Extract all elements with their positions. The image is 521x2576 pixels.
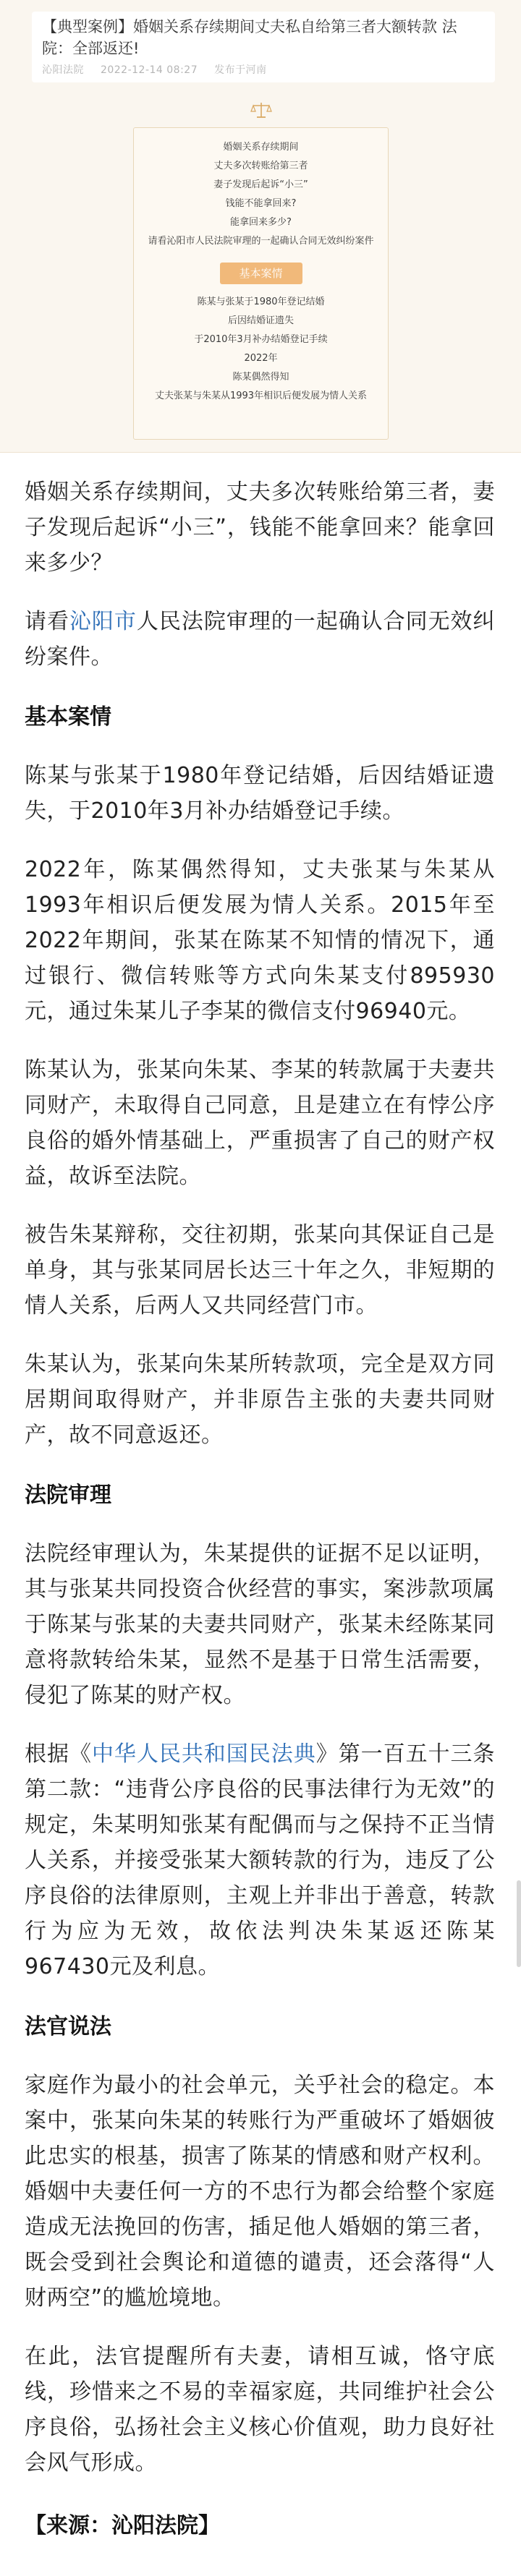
city-link[interactable]: 沁阳市 (69, 609, 137, 634)
paragraph: 朱某认为，张某向朱某所转款项，完全是双方同居期间取得财产，并非原告主张的夫妻共同财产，故不同意返还。 (25, 1352, 495, 1448)
hero-intro-line: 能拿回来多少? (230, 217, 292, 228)
paragraph: 陈某认为，张某向朱某、李某的转款属于夫妻共同财产，未取得自己同意，且是建立在有悖公序良俗的婚外情基础上，严重损害了自己的财产权益，故诉至法院。 (25, 1057, 495, 1189)
paragraph: 家庭作为最小的社会单元，关乎社会的稳定。本案中，张某向朱某的转账行为严重破坏了婚姻彼此忠实的根基，损害了陈某的情感和财产权利。婚姻中夫妻任何一方的不忠行为都会给整个家庭造成无法挽回的伤害，插足他人婚姻的第三者，既会受到社会舆论和道德的谴责，还会落得“人财两空”的尴尬境地。 (25, 2073, 495, 2311)
paragraph: 在此，法官提醒所有夫妻，请相互诚，恪守底线，珍惜来之不易的幸福家庭，共同维护社会公序良俗，弘扬社会主义核心价值观，助力良好社会风气形成。 (25, 2344, 495, 2475)
section-title-case: 基本案情 (25, 704, 111, 730)
hero-intro-line: 妻子发现后起诉“小三” (213, 179, 308, 190)
hero-case-line: 丈夫张某与朱某从1993年相识后便发展为情人关系 (154, 391, 368, 401)
hero-meta (42, 62, 485, 77)
scrollbar[interactable] (517, 1880, 521, 1967)
scales-icon (250, 101, 272, 120)
hero-city: 发布于河南 (214, 64, 267, 76)
lead-text: 人民法院审理的一起确认合同无效纠纷案件。 (25, 609, 496, 670)
law-text: 》第一百五十三条第二款：“违背公序良俗的民事法律行为无效”的规定，朱某明知张某有配偶而与之保持不正当情人关系，并接受张某大额转款的行为，违反了公序良俗的法律原则，主观上并非出于善意，转款行为应为无效，故依法判决朱某返还陈某967430元及利息。 (25, 1741, 496, 1979)
hero-intro-line: 丈夫多次转账给第三者 (213, 161, 308, 171)
lead-text: 请看 (25, 609, 69, 634)
hero-date: 2022-12-14 08:27 (100, 64, 198, 76)
hero-source: 沁阳法院 (42, 64, 84, 76)
article-source: 【来源：沁阳法院】 (25, 2513, 220, 2538)
section-title-judge: 法官说法 (25, 2014, 111, 2039)
hero-intro-line: 婚姻关系存续期间 (223, 142, 299, 153)
law-text: 根据《 (25, 1741, 92, 1767)
article-body (0, 474, 521, 2543)
hero-header (32, 12, 495, 82)
paragraph: 法院经审理认为，朱某提供的证据不足以证明，其与张某共同投资合伙经营的事实，案涉款项属于陈某与张某的夫妻共同财产，张某未经陈某同意将款转给朱某，显然不是基于日常生活需要，侵犯了陈某的财产权。 (25, 1541, 495, 1708)
hero-title: 【典型案例】婚姻关系存续期间丈夫私自给第三者大额转款 法院：全部返还! (42, 18, 457, 57)
paragraph: 2022年，陈某偶然得知，丈夫张某与朱某从1993年相识后便发展为情人关系。2015年至2022年期间，张某在陈某不知情的情况下，通过银行、微信转账等方式向朱某支付895930元，通过朱某儿子李某的微信支付96940元。 (25, 857, 495, 1024)
hero-badge: 基本案情 (220, 263, 302, 284)
hero-case-line: 陈某与张某于1980年登记结婚 (197, 297, 325, 307)
intro-paragraph: 婚姻关系存续期间，丈夫多次转账给第三者，妻子发现后起诉“小三”，钱能不能拿回来？能拿回来多少？ (25, 479, 495, 576)
hero-case-line: 于2010年3月补办结婚登记手续 (194, 334, 328, 345)
law-paragraph (25, 1736, 495, 1984)
hero-content-box (133, 127, 389, 440)
paragraph: 被告朱某辩称，交往初期，张某向其保证自己是单身，其与张某同居长达三十年之久，非短期的情人关系，后两人又共同经营门市。 (25, 1222, 495, 1318)
section-title-trial: 法院审理 (25, 1483, 111, 1508)
hero-case-line: 后因结婚证遗失 (227, 315, 294, 326)
hero-case-line: 陈某偶然得知 (232, 372, 289, 383)
hero-case-line: 2022年 (244, 353, 278, 364)
hero-intro-line: 请看沁阳市人民法院审理的一起确认合同无效纠纷案件 (148, 236, 374, 247)
hero-intro-line: 钱能不能拿回来? (225, 198, 297, 209)
civil-code-link[interactable]: 中华人民共和国民法典 (91, 1741, 316, 1767)
lead-paragraph (25, 604, 495, 675)
paragraph: 陈某与张某于1980年登记结婚，后因结婚证遗失，于2010年3月补办结婚登记手续。 (25, 763, 495, 824)
hero-card-image (0, 0, 521, 453)
